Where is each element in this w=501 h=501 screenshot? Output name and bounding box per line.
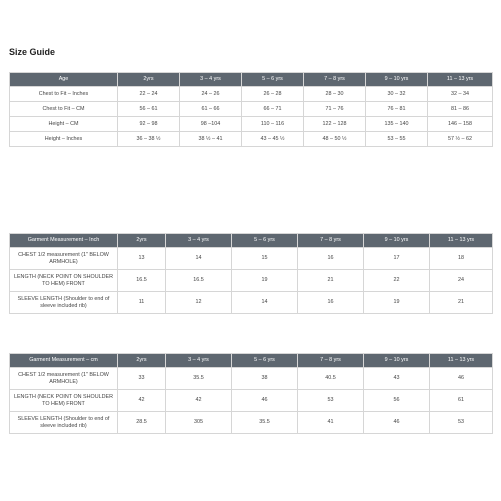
row-label: CHEST 1/2 measurement (1" BELOW ARMHOLE)	[10, 248, 118, 270]
column-header: Garment Measurement – cm	[10, 354, 118, 368]
table-cell: 110 – 116	[242, 117, 304, 132]
table-cell: 48 – 50 ½	[304, 132, 366, 147]
table-row	[10, 102, 493, 117]
column-header: 5 – 6 yrs	[242, 73, 304, 87]
table-row	[10, 270, 493, 292]
row-label: SLEEVE LENGTH (Shoulder to end of sleeve included rib)	[10, 412, 118, 434]
table-cell: 15	[232, 248, 298, 270]
table-cell: 98 –104	[180, 117, 242, 132]
table-cell: 14	[166, 248, 232, 270]
table-cell: 36 – 38 ½	[118, 132, 180, 147]
table-cell: 146 – 158	[428, 117, 493, 132]
table-row	[10, 412, 493, 434]
table-cell: 22 – 24	[118, 87, 180, 102]
table-row	[10, 368, 493, 390]
column-header: 2yrs	[118, 234, 166, 248]
table-cell: 16	[298, 248, 364, 270]
column-header: 5 – 6 yrs	[232, 234, 298, 248]
table-cell: 33	[118, 368, 166, 390]
table-cell: 22	[364, 270, 430, 292]
row-label: Height – CM	[10, 117, 118, 132]
table-cell: 42	[166, 390, 232, 412]
column-header: Age	[10, 73, 118, 87]
table-cell: 46	[430, 368, 493, 390]
table-cell: 122 – 128	[304, 117, 366, 132]
table-cell: 19	[364, 292, 430, 314]
column-header: 5 – 6 yrs	[232, 354, 298, 368]
table-cell: 61 – 66	[180, 102, 242, 117]
table-row	[10, 87, 493, 102]
table-cell: 46	[364, 412, 430, 434]
column-header: 2yrs	[118, 354, 166, 368]
column-header: 2yrs	[118, 73, 180, 87]
page-title: Size Guide	[9, 47, 56, 57]
table-row	[10, 117, 493, 132]
table-cell: 38	[232, 368, 298, 390]
table-cell: 24	[430, 270, 493, 292]
table-cell: 56	[364, 390, 430, 412]
table-cell: 43 – 45 ½	[242, 132, 304, 147]
table-row	[10, 292, 493, 314]
column-header: 3 – 4 yrs	[166, 234, 232, 248]
table-cell: 53	[430, 412, 493, 434]
table-cell: 305	[166, 412, 232, 434]
column-header: 7 – 8 yrs	[304, 73, 366, 87]
table-cell: 11	[118, 292, 166, 314]
column-header: 3 – 4 yrs	[180, 73, 242, 87]
table-header-row	[10, 354, 493, 368]
table-cell: 26 – 28	[242, 87, 304, 102]
table-cell: 40.5	[298, 368, 364, 390]
column-header: 11 – 13 yrs	[430, 234, 493, 248]
column-header: 3 – 4 yrs	[166, 354, 232, 368]
column-header: 7 – 8 yrs	[298, 354, 364, 368]
column-header: 11 – 13 yrs	[428, 73, 493, 87]
table-cell: 16	[298, 292, 364, 314]
table-cell: 28 – 30	[304, 87, 366, 102]
table-cell: 16.5	[166, 270, 232, 292]
garment-inch-table	[9, 233, 493, 314]
table-cell: 18	[430, 248, 493, 270]
table-cell: 28.5	[118, 412, 166, 434]
table-row	[10, 248, 493, 270]
column-header: 9 – 10 yrs	[364, 234, 430, 248]
row-label: Chest to Fit – CM	[10, 102, 118, 117]
table-cell: 38 ½ – 41	[180, 132, 242, 147]
table-cell: 35.5	[166, 368, 232, 390]
column-header: 7 – 8 yrs	[298, 234, 364, 248]
table-cell: 46	[232, 390, 298, 412]
table-cell: 12	[166, 292, 232, 314]
table-cell: 24 – 26	[180, 87, 242, 102]
table-row	[10, 390, 493, 412]
table-cell: 92 – 98	[118, 117, 180, 132]
table-cell: 61	[430, 390, 493, 412]
table-cell: 53 – 55	[366, 132, 428, 147]
table-cell: 41	[298, 412, 364, 434]
table-cell: 21	[430, 292, 493, 314]
table-cell: 30 – 32	[366, 87, 428, 102]
age-size-table	[9, 72, 493, 147]
garment-cm-table	[9, 353, 493, 434]
column-header: Garment Measurement – Inch	[10, 234, 118, 248]
table-header-row	[10, 73, 493, 87]
table-cell: 81 – 86	[428, 102, 493, 117]
table-cell: 32 – 34	[428, 87, 493, 102]
table-cell: 16.5	[118, 270, 166, 292]
table-header-row	[10, 234, 493, 248]
table-cell: 13	[118, 248, 166, 270]
row-label: Chest to Fit – Inches	[10, 87, 118, 102]
table-cell: 14	[232, 292, 298, 314]
row-label: Height – Inches	[10, 132, 118, 147]
column-header: 9 – 10 yrs	[366, 73, 428, 87]
table-cell: 57 ½ – 62	[428, 132, 493, 147]
column-header: 9 – 10 yrs	[364, 354, 430, 368]
row-label: LENGTH (NECK POINT ON SHOULDER TO HEM) FRONT	[10, 390, 118, 412]
table-cell: 135 – 140	[366, 117, 428, 132]
row-label: CHEST 1/2 measurement (1" BELOW ARMHOLE)	[10, 368, 118, 390]
table-cell: 21	[298, 270, 364, 292]
column-header: 11 – 13 yrs	[430, 354, 493, 368]
table-cell: 76 – 81	[366, 102, 428, 117]
table-cell: 53	[298, 390, 364, 412]
table-cell: 43	[364, 368, 430, 390]
row-label: SLEEVE LENGTH (Shoulder to end of sleeve included rib)	[10, 292, 118, 314]
table-cell: 35.5	[232, 412, 298, 434]
table-cell: 66 – 71	[242, 102, 304, 117]
table-cell: 56 – 61	[118, 102, 180, 117]
table-cell: 42	[118, 390, 166, 412]
table-cell: 17	[364, 248, 430, 270]
row-label: LENGTH (NECK POINT ON SHOULDER TO HEM) FRONT	[10, 270, 118, 292]
table-cell: 19	[232, 270, 298, 292]
table-row	[10, 132, 493, 147]
table-cell: 71 – 76	[304, 102, 366, 117]
